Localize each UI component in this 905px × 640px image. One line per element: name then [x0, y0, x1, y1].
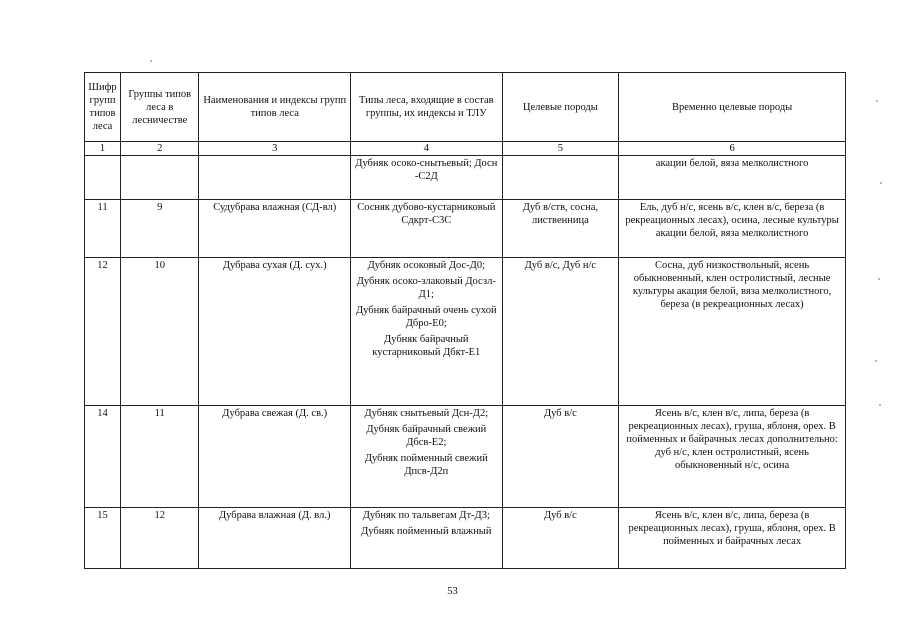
scan-speck — [878, 278, 880, 280]
types-clip — [353, 509, 500, 567]
cell-code: 12 — [85, 258, 121, 406]
header-target: Целевые породы — [502, 73, 619, 142]
cell-types — [351, 156, 503, 200]
scan-speck — [150, 60, 152, 62]
cell-code — [85, 156, 121, 200]
column-number: 2 — [121, 142, 199, 156]
column-number-row — [85, 142, 846, 156]
forest-types-table — [84, 72, 846, 569]
cell-types — [351, 200, 503, 258]
forest-type: Дубняк байрачный очень сухой Дбро-Е0; — [356, 305, 497, 329]
header-temporary: Временно целевые породы — [619, 73, 846, 142]
table-row — [85, 156, 846, 200]
cell-group: 12 — [121, 508, 199, 569]
scan-speck — [879, 404, 881, 406]
column-number: 5 — [502, 142, 619, 156]
cell-name — [199, 156, 351, 200]
cell-name: Дубрава влажная (Д. вл.) — [199, 508, 351, 569]
cell-target: Дуб в/ств, сосна, лиственница — [502, 200, 619, 258]
cell-group — [121, 156, 199, 200]
scan-speck — [880, 182, 882, 184]
temporary-clip — [621, 509, 843, 567]
forest-type: Дубняк осоко-снытьевый; Досн -С2Д — [355, 158, 498, 182]
forest-type: Дубняк пойменный свежий Дпсв-Д2п — [364, 453, 488, 477]
column-number: 3 — [199, 142, 351, 156]
cell-code: 15 — [85, 508, 121, 569]
forest-type: Дубняк байрачный кустарниковый Дбкт-Е1 — [372, 334, 481, 358]
header-types: Типы леса, входящие в состав группы, их индексы и ТЛУ — [351, 73, 503, 142]
cell-name: Дубрава сухая (Д. сух.) — [199, 258, 351, 406]
table-header — [85, 73, 846, 142]
cell-types — [351, 258, 503, 406]
page-number: 53 — [447, 586, 458, 597]
header-code: Шифр групп типов леса — [85, 73, 121, 142]
header-names: Наименования и индексы групп типов леса — [199, 73, 351, 142]
cell-target: Дуб в/с — [502, 406, 619, 508]
forest-type: Дубняк байрачный свежий Дбсв-Е2; — [366, 424, 487, 448]
forest-type: Дубняк снытьевый Дсн-Д2; — [364, 408, 489, 419]
cell-types — [351, 406, 503, 508]
temporary-text: Ясень в/с, клен в/с, липа, береза (в рекреационных лесах), груша, яблоня, орех. В пойменных и байрачных лесах — [628, 510, 836, 547]
forest-type: Дубняк по тальвегам Дт-Д3; — [362, 510, 490, 521]
cell-code: 14 — [85, 406, 121, 508]
scan-speck — [876, 100, 878, 102]
forest-type: Дубняк пойменный влажный — [361, 526, 492, 537]
cell-target — [502, 156, 619, 200]
forest-type: Дубняк осоко-злаковый Досзл-Д1; — [356, 276, 496, 300]
cell-temporary — [619, 508, 846, 569]
cell-name: Судубрава влажная (СД-вл) — [199, 200, 351, 258]
cell-temporary: акации белой, вяза мелколистного — [619, 156, 846, 200]
column-number: 6 — [619, 142, 846, 156]
cell-target: Дуб в/с — [502, 508, 619, 569]
table-row — [85, 200, 846, 258]
scan-speck — [875, 360, 877, 362]
cell-temporary: Ясень в/с, клен в/с, липа, береза (в рекреационных лесах), груша, яблоня, орех. В пойменных и байрачных лесах дополнительно: дуб н/с, клен остролистный, ясень обыкновенный н/с, осина — [619, 406, 846, 508]
table-row — [85, 508, 846, 569]
cell-name: Дубрава свежая (Д. св.) — [199, 406, 351, 508]
cell-target: Дуб в/с, Дуб н/с — [502, 258, 619, 406]
cell-group: 10 — [121, 258, 199, 406]
table-row — [85, 406, 846, 508]
forest-type: Дубняк осоковый Дос-Д0; — [367, 260, 486, 271]
column-number: 4 — [351, 142, 503, 156]
column-number: 1 — [85, 142, 121, 156]
cell-group: 11 — [121, 406, 199, 508]
cell-code: 11 — [85, 200, 121, 258]
table-row — [85, 258, 846, 406]
cell-types — [351, 508, 503, 569]
cell-temporary: Сосна, дуб низкоствольный, ясень обыкновенный, клен остролистный, лесные культуры акация белой, вяза мелколистного, береза (в рекреационных лесах) — [619, 258, 846, 406]
header-groups: Группы типов леса в лесничестве — [121, 73, 199, 142]
cell-group: 9 — [121, 200, 199, 258]
cell-temporary: Ель, дуб н/с, ясень в/с, клен в/с, береза (в рекреационных лесах), осина, лесные культуры акации белой, вяза мелколистного — [619, 200, 846, 258]
forest-type: Сосняк дубово-кустарниковый Сдкрт-С3С — [357, 202, 496, 226]
